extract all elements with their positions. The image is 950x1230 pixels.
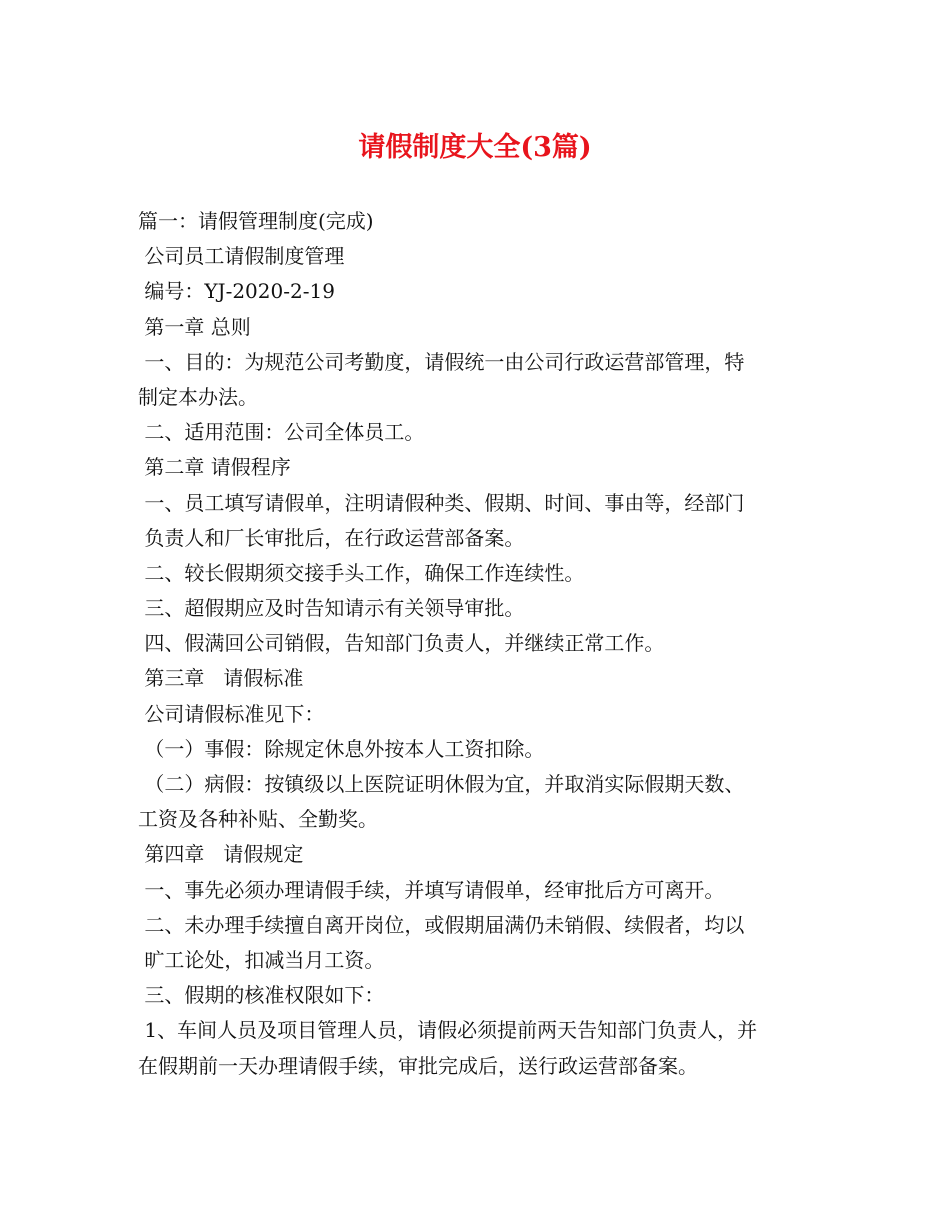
- paragraph-line: 1、车间人员及项目管理人员，请假必须提前两天告知部门负责人，并: [138, 1018, 758, 1043]
- paragraph-line: 二、未办理手续擅自离开岗位，或假期届满仍未销假、续假者，均以: [138, 912, 745, 937]
- paragraph-line: （二）病假：按镇级以上医院证明休假为宜，并取消实际假期天数、: [138, 772, 745, 796]
- paragraph-line: 三、超假期应及时告知请示有关领导审批。: [138, 596, 525, 621]
- paragraph-line: 一、目的：为规范公司考勤度，请假统一由公司行政运营部管理，特: [138, 349, 745, 374]
- paragraph-line: 第一章 总则: [138, 314, 251, 339]
- paragraph-line: 旷工论处，扣减当月工资。: [138, 947, 385, 972]
- paragraph-line: 在假期前一天办理请假手续，审批完成后，送行政运营部备案。: [138, 1053, 698, 1078]
- paragraph-line: 三、假期的核准权限如下：: [138, 983, 385, 1008]
- document-body: [138, 204, 818, 1084]
- paragraph-line: 篇一：请假管理制度(完成): [138, 209, 374, 233]
- paragraph-line: 第二章 请假程序: [138, 455, 291, 480]
- paragraph-line: 负责人和厂长审批后，在行政运营部备案。: [138, 525, 525, 550]
- paragraph-line: 四、假满回公司销假，告知部门负责人，并继续正常工作。: [138, 631, 665, 656]
- paragraph-line: 一、员工填写请假单，注明请假种类、假期、时间、事由等，经部门: [138, 490, 745, 515]
- paragraph-line: 第三章 请假标准: [138, 666, 304, 691]
- paragraph-line: （一）事假：除规定休息外按本人工资扣除。: [138, 736, 545, 761]
- paragraph-line: 二、较长假期须交接手头工作，确保工作连续性。: [138, 560, 585, 585]
- document-title: 请假制度大全(3篇): [358, 132, 592, 163]
- paragraph-line: 制定本办法。: [138, 384, 258, 409]
- paragraph-line: 编号：YJ-2020-2-19: [138, 279, 335, 304]
- paragraph-line: 二、适用范围：公司全体员工。: [138, 420, 425, 445]
- paragraph-line: 工资及各种补贴、全勤奖。: [138, 807, 378, 832]
- paragraph-line: 第四章 请假规定: [138, 842, 304, 867]
- paragraph-line: 公司员工请假制度管理: [138, 244, 345, 269]
- paragraph-line: 一、事先必须办理请假手续，并填写请假单，经审批后方可离开。: [138, 877, 725, 902]
- paragraph-line: 公司请假标准见下：: [138, 701, 325, 726]
